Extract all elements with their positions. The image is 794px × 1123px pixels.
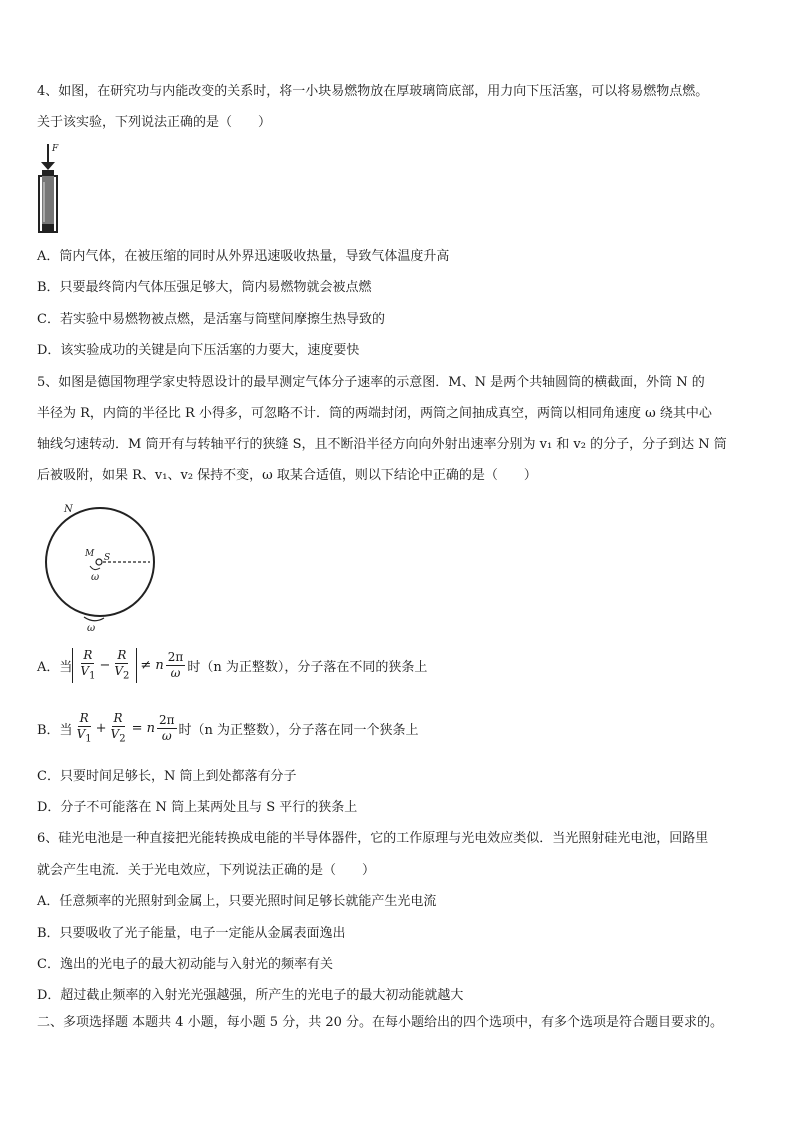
force-arrow-icon (41, 162, 55, 170)
abs-expression: $\frac{R}{V_1}$ − $\frac{R}{V_2}$ (72, 648, 137, 683)
q5-option-d: D．分子不可能落在 N 筒上某两处且与 S 平行的狭条上 (37, 800, 358, 815)
label-omega-inner: ω (91, 572, 100, 583)
q5-option-c: C．只要时间足够长，N 筒上到处都落有分子 (37, 769, 297, 784)
q4-stem-line2: 关于该实验，下列说法正确的是（ ） (37, 115, 272, 130)
q5-stem-line3: 轴线匀速转动．M 筒开有与转轴平行的狭缝 S，且不断沿半径方向向外射出速率分别为 v₁ 和 v₂ 的分子，分子到达 N 筒 (37, 437, 727, 452)
q5-option-a: A．当 $\frac{R}{V_1}$ − $\frac{R}{V_2}$ ≠ n $\frac{2\pi}{\omega}$ 时（n 为正整数），分子落在不同的狭条上 (37, 648, 428, 682)
outer-cylinder-n (46, 508, 154, 616)
q4-option-a: A．筒内气体，在被压缩的同时从外界迅速吸收热量，导致气体温度升高 (37, 249, 450, 264)
label-n: N (64, 504, 73, 515)
q5-option-b-prefix: B．当 (37, 723, 73, 739)
q5-option-a-prefix: A．当 (37, 660, 73, 676)
q6-stem-line2: 就会产生电流．关于光电效应，下列说法正确的是（ ） (37, 863, 376, 878)
q6-option-c: C．逸出的光电子的最大初动能与入射光的频率有关 (37, 957, 333, 972)
inner-cylinder-m (96, 559, 102, 565)
q5-stem-line4: 后被吸附，如果 R、v₁、v₂ 保持不变，ω 取某合适值，则以下结论中正确的是（ ） (37, 468, 537, 483)
q5-option-b-suffix: 时（n 为正整数），分子落在同一个狭条上 (178, 723, 419, 739)
q6-option-b: B．只要吸收了光子能量，电子一定能从金属表面逸出 (37, 926, 346, 941)
label-s: S (104, 553, 111, 563)
q5-option-b: B．当 $\frac{R}{V_1}$ + $\frac{R}{V_2}$ = n $\frac{2\pi}{\omega}$ 时（n 为正整数），分子落在同一个狭条上 (37, 711, 419, 745)
q5-stem-line1: 5、如图是德国物理学家史特恩设计的最早测定气体分子速率的示意图．M、N 是两个共轴圆筒的横截面，外筒 N 的 (37, 375, 705, 390)
outer-rotation-arrow-icon (84, 617, 104, 621)
section-2-heading: 二、多项选择题 本题共 4 小题，每小题 5 分，共 20 分。在每小题给出的四个选项中，有多个选项是符合题目要求的。 (37, 1015, 724, 1030)
q5-option-a-suffix: 时（n 为正整数），分子落在不同的狭条上 (187, 660, 428, 676)
glass-tube-figure (36, 142, 66, 234)
q4-option-c: C．若实验中易燃物被点燃，是活塞与筒壁间摩擦生热导致的 (37, 312, 385, 327)
q6-option-d: D．超过截止频率的入射光光强越强，所产生的光电子的最大初动能就越大 (37, 988, 464, 1003)
label-m: M (85, 549, 95, 559)
q4-stem-line1: 4、如图，在研究功与内能改变的关系时，将一小块易燃物放在厚玻璃筒底部，用力向下压活塞，可以将易燃物点燃。 (37, 84, 709, 99)
q5-stem-line2: 半径为 R，内筒的半径比 R 小得多，可忽略不计．筒的两端封闭，两筒之间抽成真空，两筒以相同角速度 ω 绕其中心 (37, 406, 712, 421)
q4-option-b: B．只要最终筒内气体压强足够大，筒内易燃物就会被点燃 (37, 280, 372, 295)
label-omega-outer: ω (87, 623, 96, 634)
cylinder-diagram (38, 500, 162, 635)
q4-option-d: D．该实验成功的关键是向下压活塞的力要大，速度要快 (37, 343, 360, 358)
force-label: F (52, 144, 59, 154)
rotation-arrow-icon (90, 566, 100, 570)
q6-stem-line1: 6、硅光电池是一种直接把光能转换成电能的半导体器件，它的工作原理与光电效应类似．当光照射硅光电池，回路里 (37, 831, 709, 846)
q6-option-a: A．任意频率的光照射到金属上，只要光照时间足够长就能产生光电流 (37, 894, 437, 909)
